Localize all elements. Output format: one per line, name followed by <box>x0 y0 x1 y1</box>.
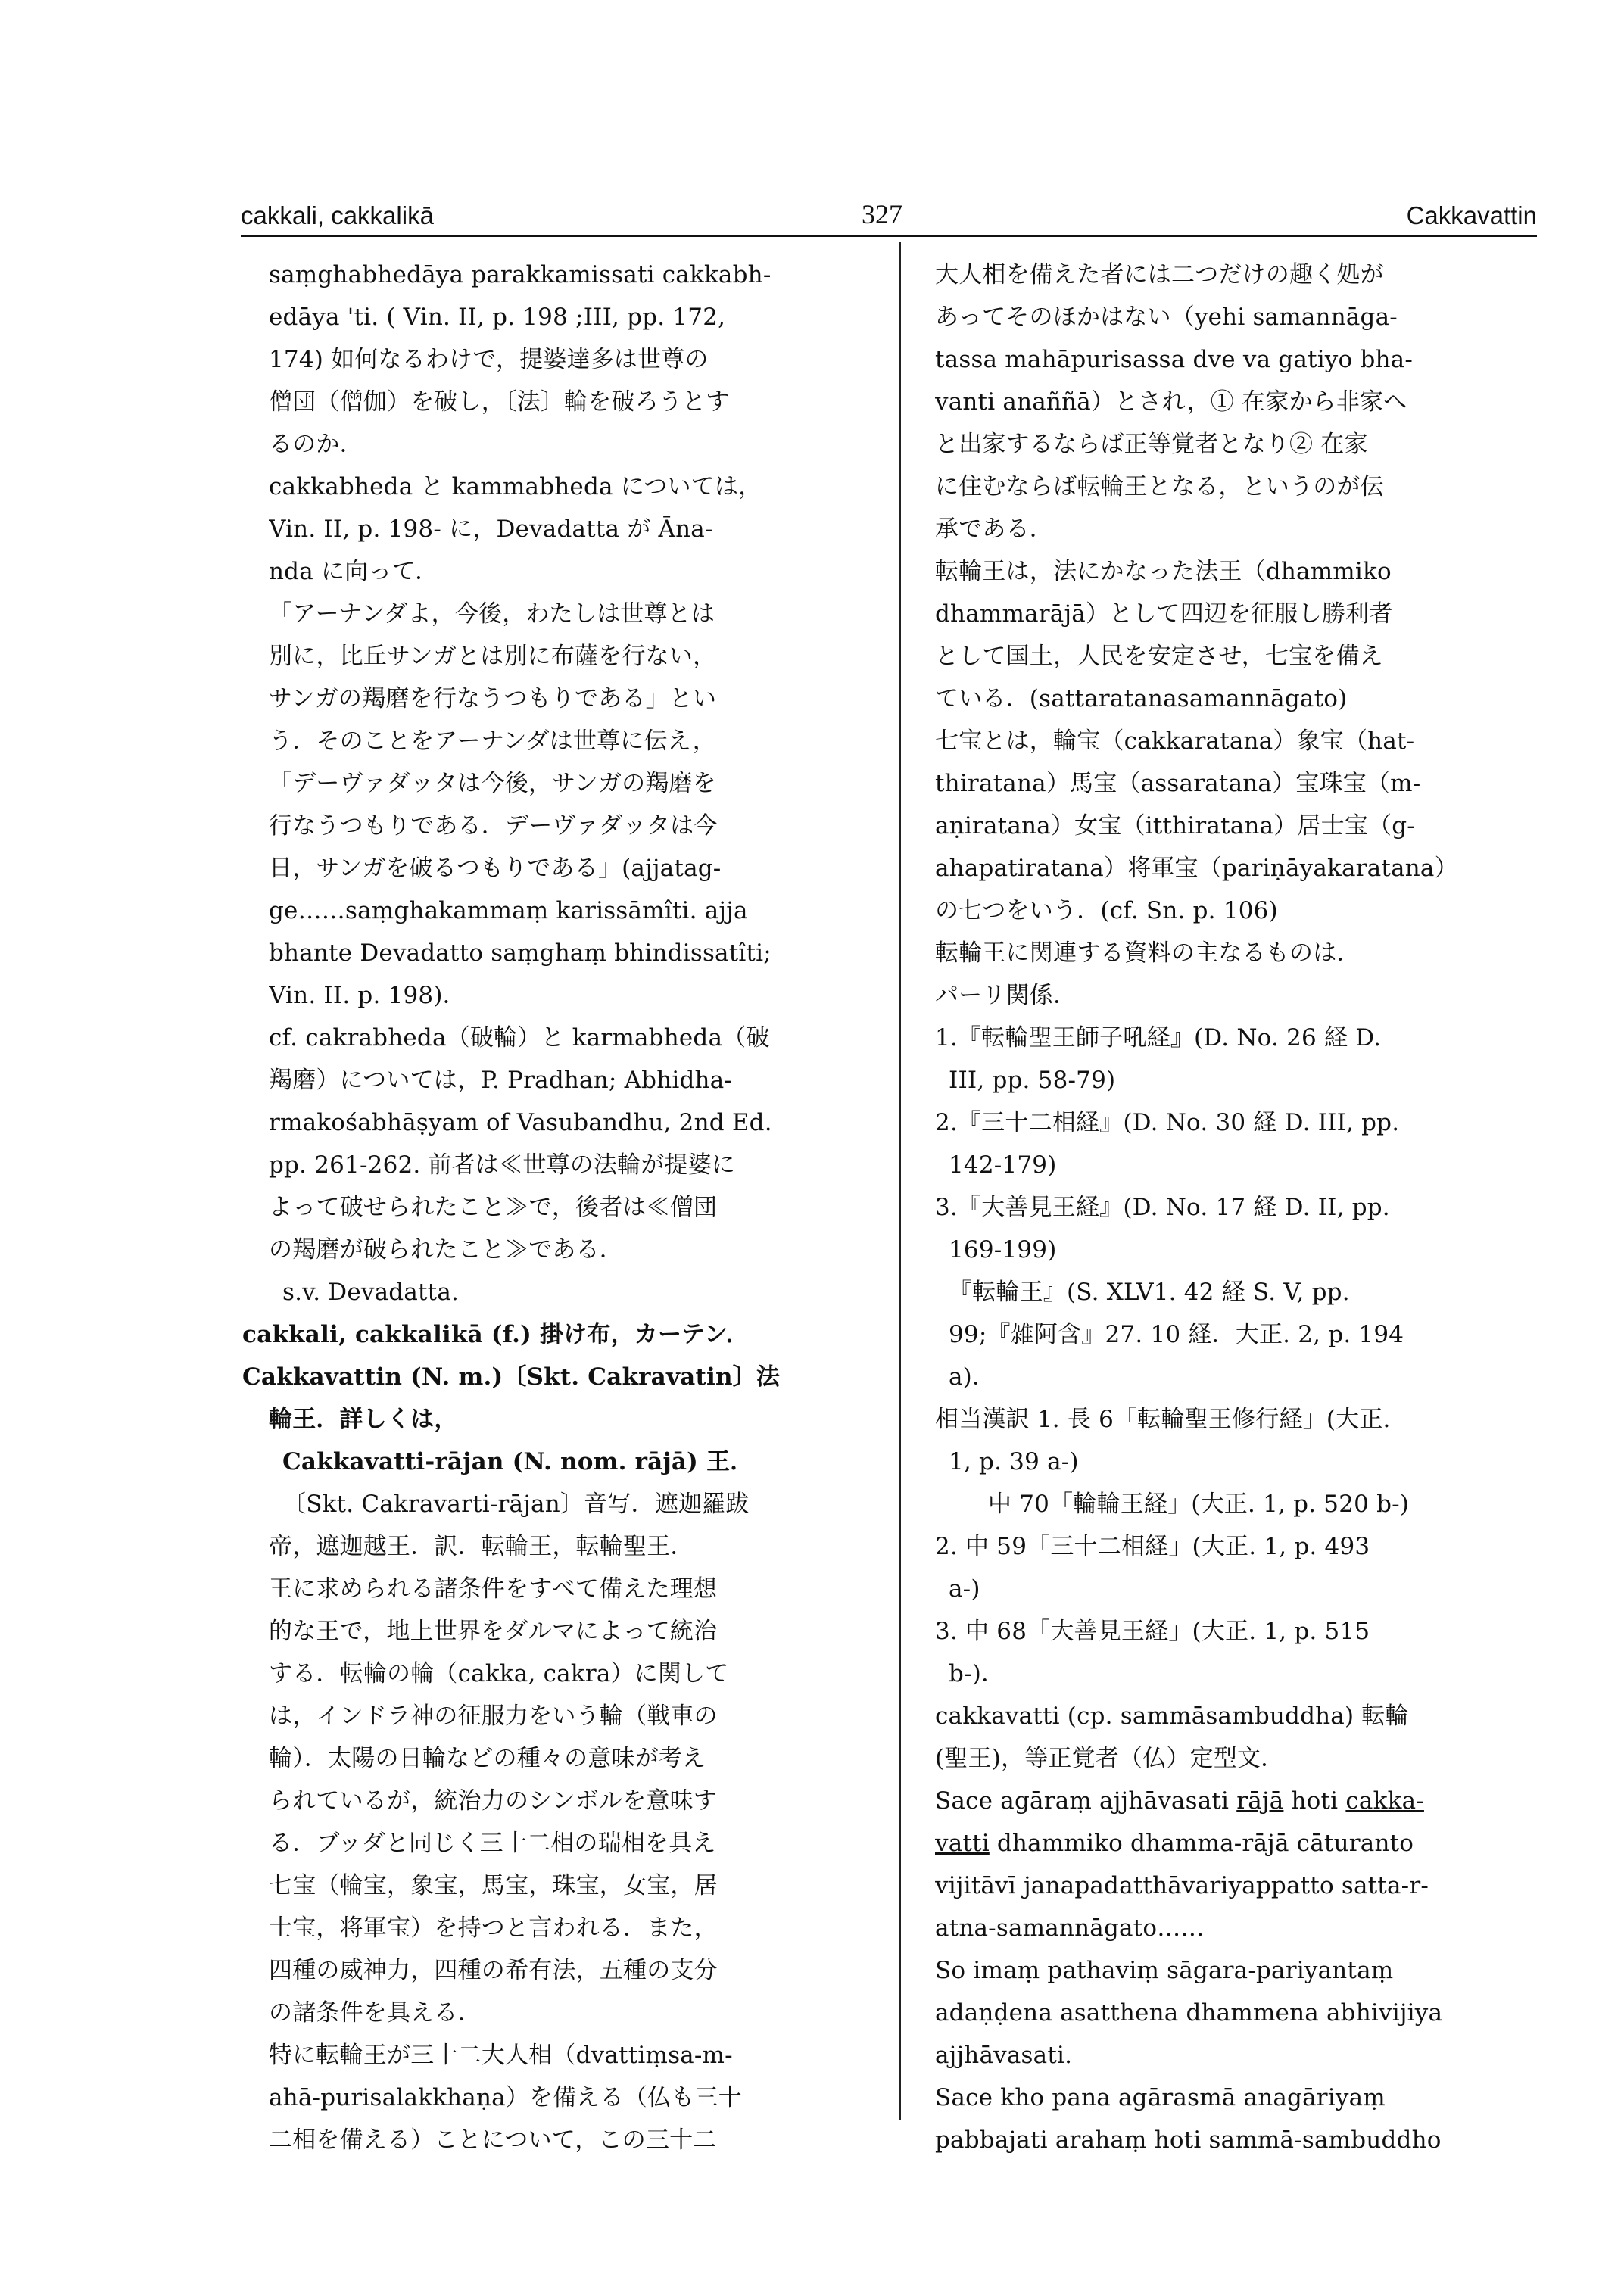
text-line: 承である． <box>935 516 1053 543</box>
text-line: ajjhāvasati. <box>935 2042 1073 2069</box>
text-line: 別に，比丘サンガとは別に布薩を行ない， <box>269 643 717 670</box>
text-line: 羯磨）については，P. Pradhan; Abhidha- <box>269 1067 733 1094</box>
text-line: 転輪王は，法にかなった法王（dhammiko <box>935 558 1392 585</box>
text-line: 174) 如何なるわけで，提婆達多は世尊の <box>269 346 709 373</box>
text-run: hoti <box>1291 1787 1339 1815</box>
header-rule <box>241 235 1537 237</box>
page-header <box>241 195 1537 233</box>
text-line: Sace kho pana agārasmā anagāriyaṃ <box>935 2084 1386 2111</box>
text-line: atna-samannāgato…… <box>935 1914 1205 1942</box>
text-line: vijitāvī janapadatthāvariyappatto satta-r- <box>935 1872 1429 1899</box>
text-line: の羯磨が破られたこと≫である． <box>269 1236 623 1263</box>
text-line: 日，サンガを破るつもりである」(ajjatag- <box>269 855 722 882</box>
text-line: So imaṃ pathaviṃ sāgara-pariyantaṃ <box>935 1957 1394 1984</box>
text-line: に住むならば転輪王となる，というのが伝 <box>935 473 1384 500</box>
text-run: dhammiko dhamma-rājā cāturanto <box>996 1830 1414 1857</box>
text-line: ている．(sattaratanasamannāgato) <box>935 685 1348 712</box>
text-line: thiratana）馬宝（assaratana）宝珠宝（m- <box>935 770 1421 797</box>
text-line: パーリ関係． <box>935 982 1077 1009</box>
text-line: saṃghabhedāya parakkamissati cakkabh- <box>269 261 771 288</box>
text-line: 四種の威神力，四種の希有法，五種の支分 <box>269 1957 718 1984</box>
text-line: るのか． <box>269 431 363 458</box>
text-line: 〔Skt. Cakravarti-rājan〕音写．遮迦羅跋 <box>282 1491 750 1518</box>
text-line: 的な王で，地上世界をダルマによって統治 <box>269 1618 718 1645</box>
list-item: 3.『大善見王経』(D. No. 17 経 D. II, pp. <box>935 1194 1390 1221</box>
text-line: tassa mahāpurisassa dve va gatiyo bha- <box>935 346 1414 373</box>
list-item: 中 70「輪輪王経」(大正. 1, p. 520 b-) <box>988 1491 1410 1518</box>
text-line: する．転輪の輪（cakka, cakra）に関して <box>269 1660 729 1687</box>
text-line: 七宝とは，輪宝（cakkaratana）象宝（hat- <box>935 727 1415 755</box>
list-item: 相当漢訳 1. 長 6「転輪聖王修行経」(大正. <box>935 1406 1391 1433</box>
entry-headword: Cakkavattin (N. m.)〔Skt. Cakravatin〕法 <box>242 1363 781 1391</box>
text-line: ahā-purisalakkhaṇa）を備える（仏も三十 <box>269 2084 742 2111</box>
right-column <box>935 254 1541 2161</box>
text-line: nda に向って． <box>269 558 439 585</box>
text-line: 転輪王に関連する資料の主なるものは． <box>935 939 1361 967</box>
text-line: rmakośabhāṣyam of Vasubandhu, 2nd Ed. <box>269 1109 772 1136</box>
list-item: 『転輪王』(S. XLV1. 42 経 S. V, pp. <box>949 1279 1350 1306</box>
text-line: として国土，人民を安定させ，七宝を備え <box>935 643 1383 670</box>
text-line: う．そのことをアーナンダは世尊に伝え， <box>269 727 716 755</box>
entry-headword: cakkali, cakkalikā (f.) 掛け布，カーテン． <box>242 1321 750 1348</box>
running-head-left: cakkali, cakkalikā <box>241 201 434 229</box>
text-line: 行なうつもりである．デーヴァダッタは今 <box>269 812 718 840</box>
underlined-word: rājā <box>1236 1787 1284 1815</box>
text-line: bhante Devadatto saṃghaṃ bhindissatîti; <box>269 939 771 967</box>
text-line: 輪王．詳しくは， <box>269 1406 458 1433</box>
text-line: 特に転輪王が三十二大人相（dvattiṃsa-m- <box>269 2042 733 2069</box>
text-line: Vin. II. p. 198)． <box>269 982 466 1009</box>
text-line: 王に求められる諸条件をすべて備えた理想 <box>269 1575 718 1603</box>
running-head-right: Cakkavattin <box>1406 201 1537 229</box>
text-line: a)． <box>949 1363 996 1391</box>
list-item: 3. 中 68「大善見王経」(大正. 1, p. 515 <box>935 1618 1370 1645</box>
text-line: pabbajati arahaṃ hoti sammā-sambuddho <box>935 2126 1442 2154</box>
text-line: cf. cakrabheda（破輪）と karmabheda（破 <box>269 1024 770 1051</box>
text-line: 七宝（輪宝，象宝，馬宝，珠宝，女宝，居 <box>269 1872 718 1899</box>
text-line: edāya 'ti. ( Vin. II, p. 198 ;III, pp. 172, <box>269 304 726 331</box>
underlined-word: vatti <box>935 1830 990 1857</box>
column-divider <box>899 242 901 2120</box>
underlined-word: cakka- <box>1345 1787 1424 1815</box>
text-line: ge……saṃghakammaṃ karissāmîti. ajja <box>269 897 748 924</box>
text-line: s.v. Devadatta. <box>282 1279 460 1306</box>
left-column <box>242 254 882 2161</box>
text-line: ahapatiratana）将軍宝（pariṇāyakaratana） <box>935 855 1458 882</box>
text-line: 169-199) <box>949 1236 1057 1263</box>
text-run: Sace agāraṃ ajjhāvasati <box>935 1787 1230 1815</box>
text-line <box>935 1780 1541 1822</box>
text-line: の諸条件を具える． <box>269 1999 482 2027</box>
text-line: と出家するならば正等覚者となり② 在家 <box>935 431 1368 458</box>
text-line: cakkabheda と kammabheda については， <box>269 473 762 500</box>
text-line: 士宝，将軍宝）を持つと言われる．また， <box>269 1914 718 1942</box>
text-line: の七つをいう．(cf. Sn. p. 106) <box>935 897 1278 924</box>
text-line: 大人相を備えた者には二つだけの趣く処が <box>935 261 1384 288</box>
text-line: 輪）．太陽の日輪などの種々の意味が考え <box>269 1745 706 1772</box>
text-line: b-)． <box>949 1660 1005 1687</box>
text-line: vanti anaññā）とされ，① 在家から非家へ <box>935 388 1407 416</box>
text-line: は，インドラ神の征服力をいう輪（戦車の <box>269 1703 718 1730</box>
text-line: Vin. II, p. 198- に，Devadatta が Āna- <box>269 516 713 543</box>
page-number: 327 <box>862 199 902 229</box>
text-line: よって破せられたこと≫で，後者は≪僧団 <box>269 1194 718 1221</box>
text-line: る．ブッダと同じく三十二相の瑞相を具え <box>269 1830 716 1857</box>
text-line: 1, p. 39 a-) <box>949 1448 1079 1475</box>
subentry-headword: Cakkavatti-rājan (N. nom. rājā) 王． <box>282 1448 754 1475</box>
text-line: III, pp. 58-79) <box>949 1067 1116 1094</box>
text-line: pp. 261-262. 前者は≪世尊の法輪が提婆に <box>269 1151 736 1179</box>
text-line: aṇiratana）女宝（itthiratana）居士宝（g- <box>935 812 1415 840</box>
text-line: あってそのほかはない（yehi samannāga- <box>935 304 1398 331</box>
text-line: 帝，遮迦越王．訳．転輪王，転輪聖王． <box>269 1533 694 1560</box>
text-line: 二相を備える）ことについて，この三十二 <box>269 2126 717 2154</box>
list-item: 2.『三十二相経』(D. No. 30 経 D. III, pp. <box>935 1109 1400 1136</box>
text-line: cakkavatti (cp. sammāsambuddha) 転輪 <box>935 1703 1409 1730</box>
list-item: 2. 中 59「三十二相経」(大正. 1, p. 493 <box>935 1533 1370 1560</box>
text-line: adaṇḍena asatthena dhammena abhivijiya <box>935 1999 1443 2027</box>
list-item: 1.『転輪聖王師子吼経』(D. No. 26 経 D. <box>935 1024 1382 1051</box>
text-line: られているが，統治力のシンボルを意味す <box>269 1787 718 1815</box>
text-line: dhammarājā）として四辺を征服し勝利者 <box>935 600 1393 628</box>
text-line: サンガの羯磨を行なうつもりである」とい <box>269 685 717 712</box>
text-line: 99;『雑阿含』27. 10 経．大正. 2, p. 194 <box>949 1321 1404 1348</box>
text-line: a-) <box>949 1575 980 1603</box>
text-line: 142-179) <box>949 1151 1057 1179</box>
text-line: 「アーナンダよ，今後，わたしは世尊とは <box>269 600 715 628</box>
text-line: (聖王)，等正覚者（仏）定型文． <box>935 1745 1285 1772</box>
text-line: 僧団（僧伽）を破し，〔法〕輪を破ろうとす <box>269 388 730 416</box>
text-line: 「デーヴァダッタは今後，サンガの羯磨を <box>269 770 716 797</box>
text-line <box>935 1822 1541 1865</box>
